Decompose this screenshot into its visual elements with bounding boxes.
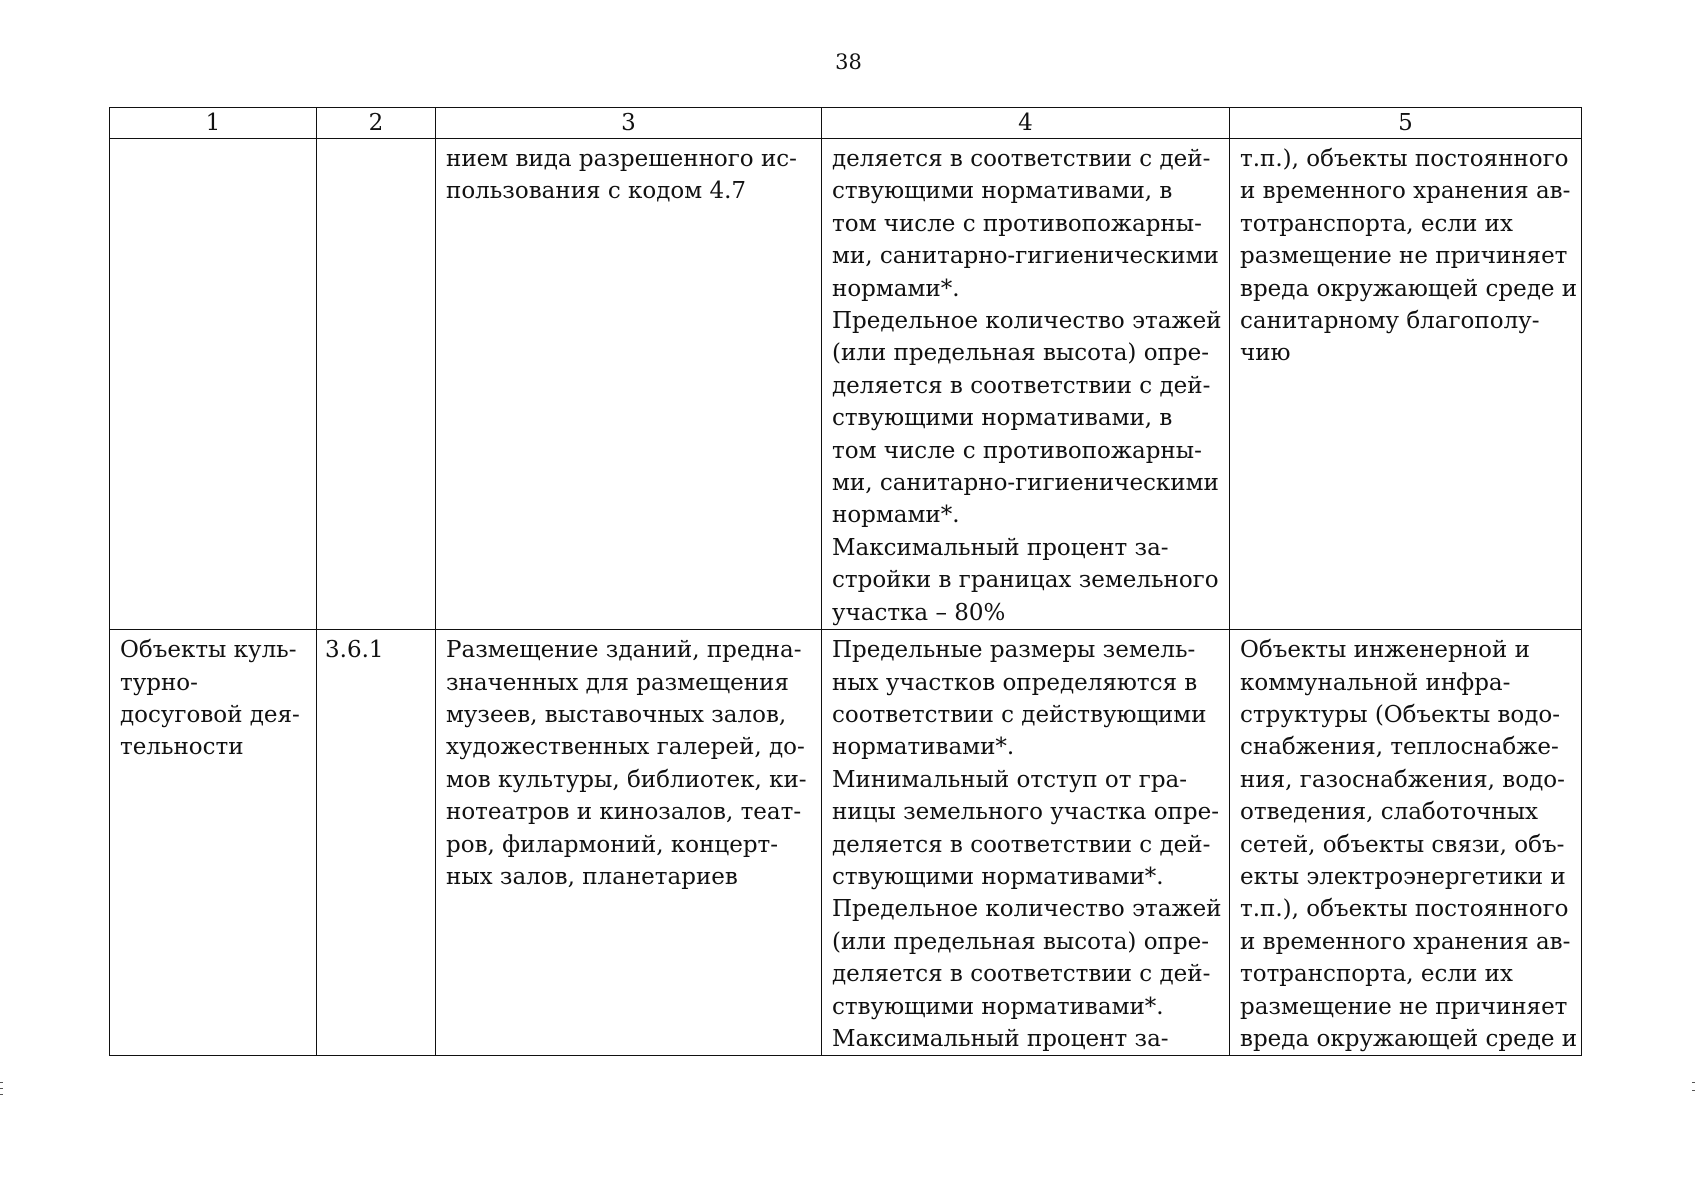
scan-artifact-right bbox=[1692, 1082, 1695, 1083]
cell-text-line: размещение не причиняет bbox=[1240, 243, 1568, 270]
scan-artifact-right bbox=[1692, 1090, 1695, 1091]
scan-artifact-left bbox=[0, 1082, 3, 1083]
cell-col2 bbox=[317, 630, 436, 1056]
cell-text-line: екты электроэнергетики и bbox=[1240, 863, 1566, 890]
cell-col4 bbox=[822, 630, 1230, 1056]
cell-text-line: структуры (Объекты водо- bbox=[1240, 701, 1561, 728]
cell-text-line: ных участков определяются в bbox=[832, 669, 1198, 696]
cell-text-line: нотеатров и кинозалов, теат- bbox=[446, 799, 802, 826]
cell-text-line: деляется в соответствии с дей- bbox=[832, 146, 1211, 172]
cell-text-line: 3.6.1 bbox=[325, 637, 384, 664]
table-row bbox=[110, 139, 1582, 630]
cell-text-line: отведения, слаботочных bbox=[1240, 799, 1538, 826]
cell-text-line: Размещение зданий, предна- bbox=[446, 637, 802, 664]
cell-text-line: размещение не причиняет bbox=[1240, 993, 1568, 1020]
column-header-3: 3 bbox=[436, 108, 822, 139]
cell-text-line: Объекты куль- bbox=[120, 637, 297, 664]
cell-text-line: снабжения, теплоснабже- bbox=[1240, 734, 1559, 761]
cell-text-line: ров, филармоний, концерт- bbox=[446, 831, 779, 858]
cell-text-line: Предельные размеры земель- bbox=[832, 637, 1196, 664]
cell-text-line: (или предельная высота) опре- bbox=[832, 928, 1209, 955]
cell-text-line: Максимальный процент за- bbox=[832, 1025, 1169, 1052]
cell-text-line: турно- bbox=[120, 669, 198, 696]
cell-text-line: Предельное количество этажей bbox=[832, 308, 1222, 335]
cell-text-line: ствующими нормативами, в bbox=[832, 178, 1173, 205]
cell-text-line: Максимальный процент за- bbox=[832, 534, 1169, 561]
cell-text-line: ствующими нормативами, в bbox=[832, 405, 1173, 432]
column-header-5: 5 bbox=[1230, 108, 1582, 139]
cell-text-line: том числе с противопожарны- bbox=[832, 210, 1202, 237]
column-header-4: 4 bbox=[822, 108, 1230, 139]
table-row bbox=[110, 630, 1582, 1056]
cell-text-line: ницы земельного участка опре- bbox=[832, 799, 1219, 826]
cell-text-line: нормами*. bbox=[832, 502, 960, 529]
cell-text-line: вреда окружающей среде и bbox=[1240, 1025, 1578, 1052]
cell-text-line: ния, газоснабжения, водо- bbox=[1240, 766, 1565, 793]
cell-col3 bbox=[436, 139, 822, 630]
scan-artifact-left bbox=[0, 1094, 3, 1095]
cell-text-line: ми, санитарно-гигиеническими bbox=[832, 470, 1219, 497]
cell-text-line: значенных для размещения bbox=[446, 669, 789, 696]
cell-col5 bbox=[1230, 139, 1582, 630]
cell-text-line: тельности bbox=[120, 734, 244, 761]
cell-text-line: ствующими нормативами*. bbox=[832, 993, 1164, 1020]
cell-text-line: сетей, объекты связи, объ- bbox=[1240, 831, 1565, 858]
cell-text-line: вреда окружающей среде и bbox=[1240, 275, 1578, 302]
cell-text-line: Предельное количество этажей bbox=[832, 896, 1222, 923]
cell-text-line: соответствии с действующими bbox=[832, 701, 1207, 728]
cell-text-line: деляется в соответствии с дей- bbox=[832, 961, 1211, 988]
column-header-2: 2 bbox=[317, 108, 436, 139]
cell-col1 bbox=[110, 630, 317, 1056]
cell-text-line: (или предельная высота) опре- bbox=[832, 340, 1209, 367]
table-header-row bbox=[110, 108, 1582, 139]
cell-text-line: санитарному благополу- bbox=[1240, 308, 1540, 335]
cell-text-line: ствующими нормативами*. bbox=[832, 863, 1164, 890]
cell-col3 bbox=[436, 630, 822, 1056]
regulations-table bbox=[109, 107, 1582, 1056]
page-number: 38 bbox=[835, 50, 862, 74]
cell-col4 bbox=[822, 139, 1230, 630]
cell-text-line: ных залов, планетариев bbox=[446, 863, 738, 890]
cell-text-line: т.п.), объекты постоянного bbox=[1240, 146, 1569, 172]
cell-text-line: и временного хранения ав- bbox=[1240, 178, 1571, 205]
cell-text-line: досуговой дея- bbox=[120, 701, 300, 728]
cell-text-line: Объекты инженерной и bbox=[1240, 637, 1530, 664]
cell-text-line: Минимальный отступ от гра- bbox=[832, 766, 1188, 793]
cell-text-line: чию bbox=[1240, 340, 1291, 367]
cell-col1 bbox=[110, 139, 317, 630]
scan-artifact-left bbox=[0, 1088, 3, 1089]
cell-text-line: деляется в соответствии с дей- bbox=[832, 831, 1211, 858]
cell-text-line: тотранспорта, если их bbox=[1240, 210, 1513, 237]
cell-col2 bbox=[317, 139, 436, 630]
cell-text-line: нием вида разрешенного ис- bbox=[446, 146, 797, 172]
cell-text-line: мов культуры, библиотек, ки- bbox=[446, 766, 807, 793]
cell-text-line: участка – 80% bbox=[832, 599, 1006, 626]
cell-text-line: стройки в границах земельного bbox=[832, 567, 1219, 594]
cell-text-line: т.п.), объекты постоянного bbox=[1240, 896, 1569, 923]
column-header-1: 1 bbox=[110, 108, 317, 139]
cell-text-line: ми, санитарно-гигиеническими bbox=[832, 243, 1219, 270]
cell-text-line: музеев, выставочных залов, bbox=[446, 701, 787, 728]
cell-text-line: нормами*. bbox=[832, 275, 960, 302]
cell-text-line: пользования с кодом 4.7 bbox=[446, 178, 747, 205]
cell-text-line: том числе с противопожарны- bbox=[832, 437, 1202, 464]
cell-text-line: коммунальной инфра- bbox=[1240, 669, 1511, 696]
cell-text-line: художественных галерей, до- bbox=[446, 734, 805, 761]
cell-text-line: нормативами*. bbox=[832, 734, 1015, 761]
cell-text-line: и временного хранения ав- bbox=[1240, 928, 1571, 955]
cell-col5 bbox=[1230, 630, 1582, 1056]
cell-text-line: тотранспорта, если их bbox=[1240, 961, 1513, 988]
cell-text-line: деляется в соответствии с дей- bbox=[832, 372, 1211, 399]
